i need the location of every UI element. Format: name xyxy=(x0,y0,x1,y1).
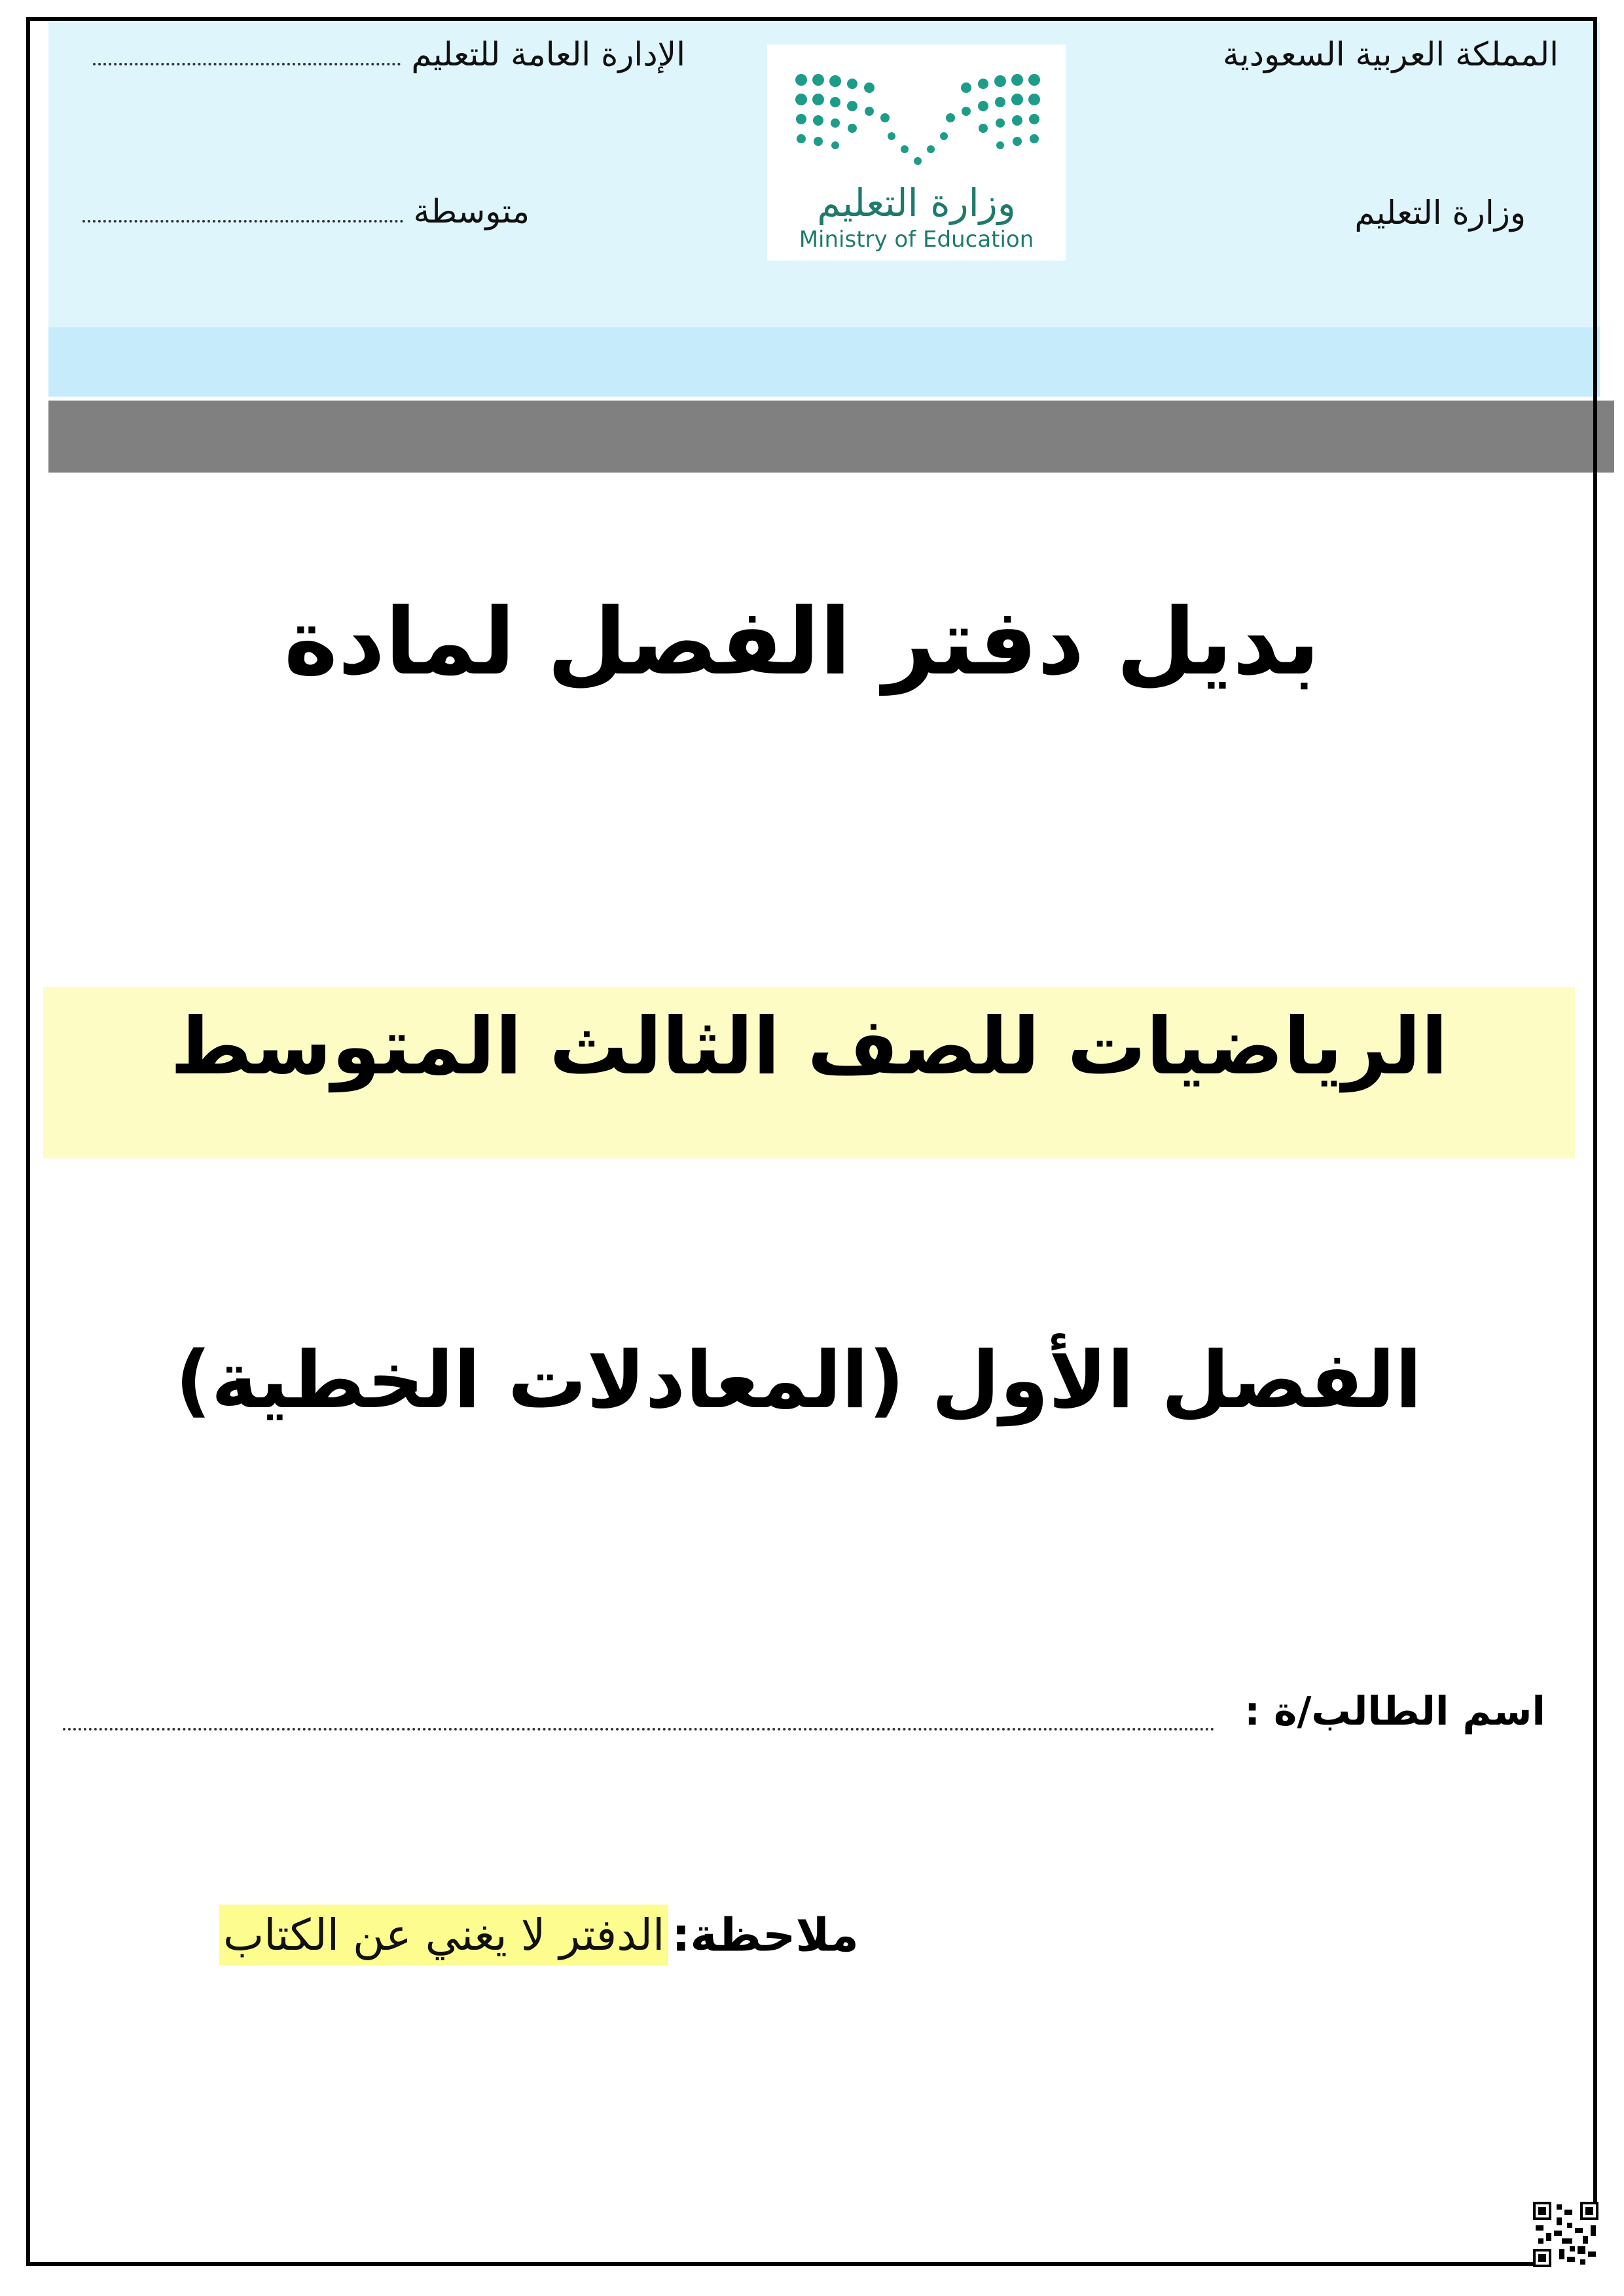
subject-heading: الرياضيات للصف الثالث المتوسط xyxy=(170,1001,1448,1092)
student-name-blank[interactable] xyxy=(63,1728,1215,1731)
kingdom-label: المملكة العربية السعودية xyxy=(1222,35,1559,73)
note-text: الدفتر لا يغني عن الكتاب xyxy=(219,1905,668,1965)
logo-arabic-text: وزارة التعليم xyxy=(817,181,1016,225)
school-field xyxy=(82,192,530,230)
note-label: ملاحظة: xyxy=(672,1908,859,1962)
ministry-logo xyxy=(767,45,1066,260)
chapter-heading: الفصل الأول (المعادلات الخطية) xyxy=(175,1335,1422,1426)
page-title: بديل دفتر الفصل لمادة xyxy=(283,589,1320,696)
directorate-field xyxy=(93,35,685,73)
logo-dots-icon xyxy=(793,71,1042,169)
directorate-label: الإدارة العامة للتعليم xyxy=(411,35,685,73)
school-blank[interactable] xyxy=(82,202,403,223)
directorate-blank[interactable] xyxy=(93,45,401,65)
student-name-label: اسم الطالب/ة : xyxy=(1244,1689,1545,1734)
note-row xyxy=(47,1905,859,1990)
qr-code-icon xyxy=(1533,2202,1598,2267)
ministry-label: وزارة التعليم xyxy=(1354,194,1526,232)
school-label: متوسطة xyxy=(413,192,530,230)
logo-english-text: Ministry of Education xyxy=(799,226,1034,253)
